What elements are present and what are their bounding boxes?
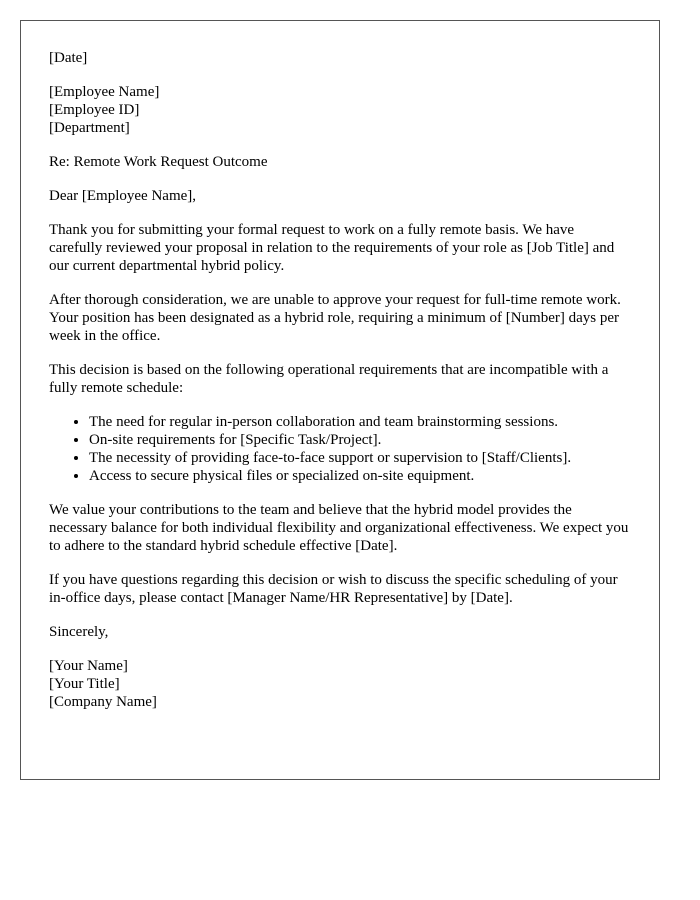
sender-block bbox=[49, 657, 631, 711]
sign-off: Sincerely, bbox=[49, 624, 109, 640]
letter-salutation: Dear [Employee Name], bbox=[49, 188, 197, 204]
letter-page bbox=[20, 20, 660, 780]
sender-company: [Company Name] bbox=[49, 694, 157, 710]
requirement-item: • The necessity of providing face-to-face support or supervision to [Staff/Clients]. bbox=[89, 449, 631, 467]
sender-title: [Your Title] bbox=[49, 676, 120, 692]
recipient-id: [Employee ID] bbox=[49, 102, 140, 118]
requirement-item: • On-site requirements for [Specific Task/Project]. bbox=[89, 431, 631, 449]
closing-paragraph: If you have questions regarding this decision or wish to discuss the specific scheduling of your in-office days, please contact [Manager Name/HR Representative] by [Date]. bbox=[49, 572, 618, 606]
letter-date: [Date] bbox=[49, 50, 88, 66]
requirement-item: • Access to secure physical files or specialized on-site equipment. bbox=[89, 467, 631, 485]
recipient-department: [Department] bbox=[49, 120, 130, 136]
body-paragraph: This decision is based on the following operational requirements that are incompatible with a fully remote schedule: bbox=[49, 362, 609, 396]
recipient-block bbox=[49, 83, 631, 137]
body-paragraph: After thorough consideration, we are unable to approve your request for full-time remote work. Your position has been designated as a hybrid role, requiring a minimum of [Number] days per week in the office. bbox=[49, 292, 621, 344]
requirements-list bbox=[49, 413, 631, 485]
sender-name: [Your Name] bbox=[49, 658, 128, 674]
requirement-item: • The need for regular in-person collaboration and team brainstorming sessions. bbox=[89, 413, 631, 431]
recipient-name: [Employee Name] bbox=[49, 84, 160, 100]
body-paragraph: Thank you for submitting your formal request to work on a fully remote basis. We have carefully reviewed your proposal in relation to the requirements of your role as [Job Title] and our current departmental hybrid policy. bbox=[49, 222, 615, 274]
closing-paragraph: We value your contributions to the team and believe that the hybrid model provides the necessary balance for both individual flexibility and organizational effectiveness. We expect you to adhere to the standard hybrid schedule effective [Date]. bbox=[49, 502, 629, 554]
letter-subject: Re: Remote Work Request Outcome bbox=[49, 154, 268, 170]
